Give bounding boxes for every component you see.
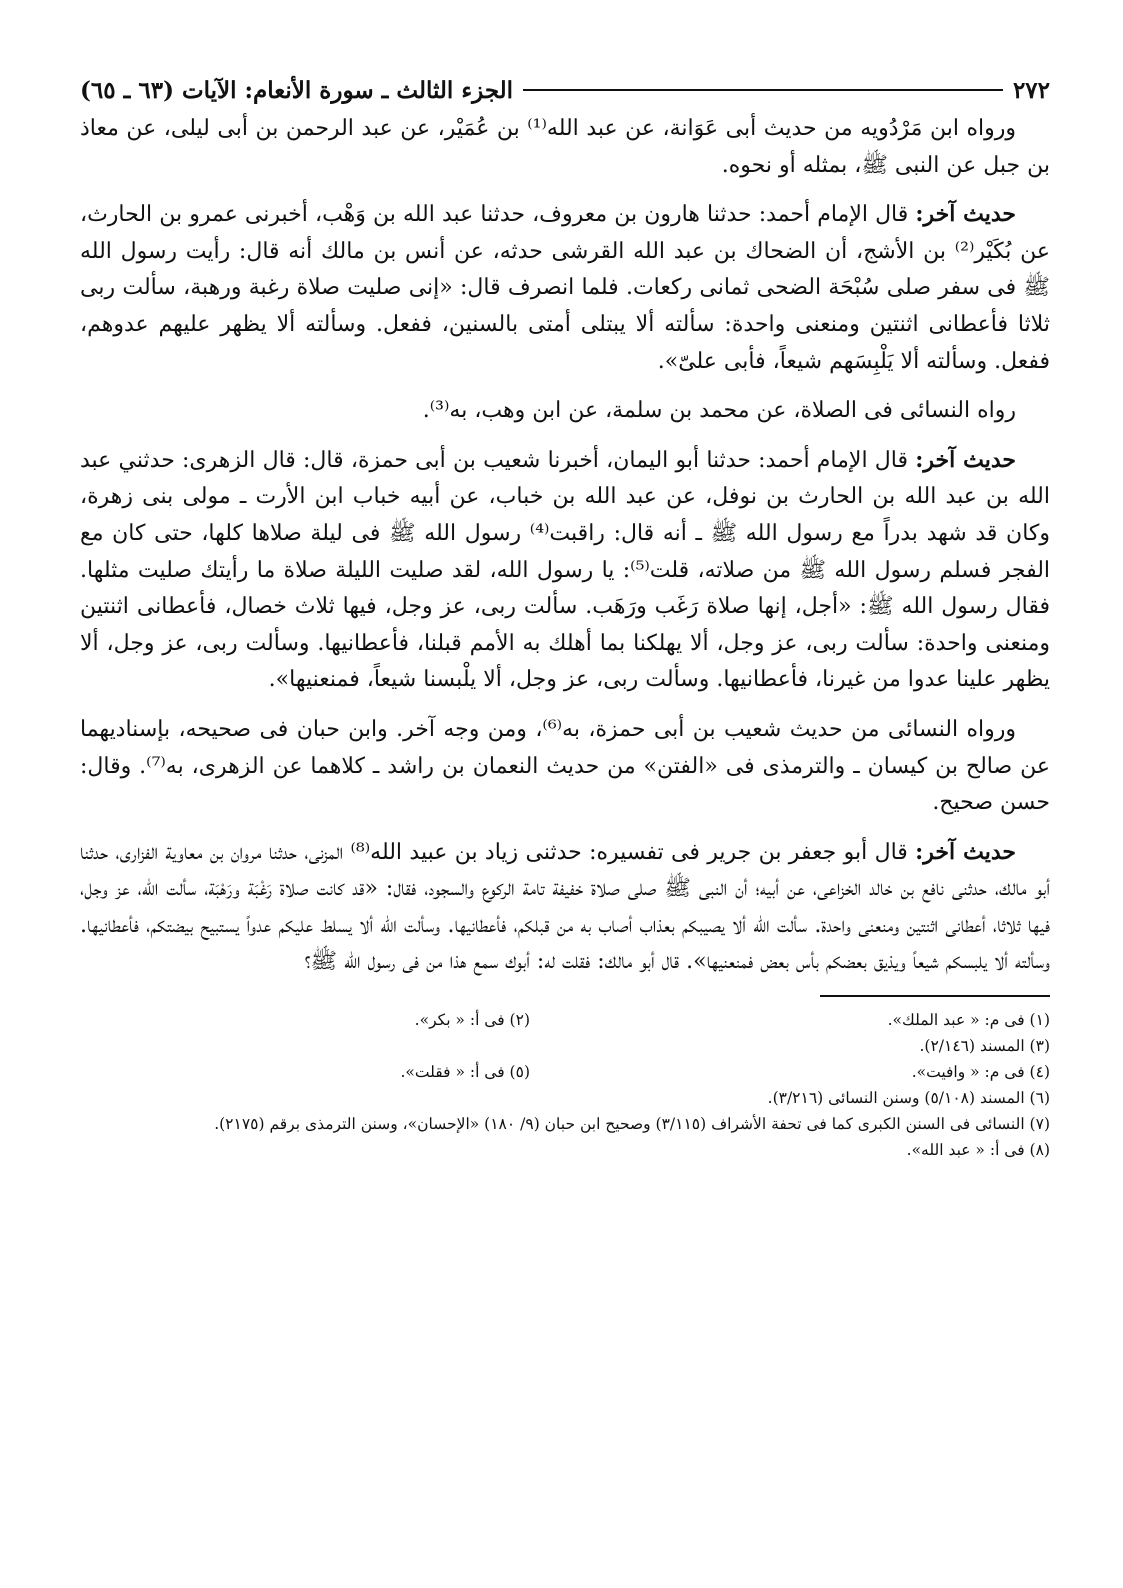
paragraph: ورواه النسائى من حديث شعيب بن أبى حمزة، به⁽⁶⁾، ومن وجه آخر. وابن حبان فى صحيحه، بإسناديهما عن صالح بن كيسان ـ والترمذى فى «الفتن» من حديث النعمان بن راشد ـ كلاهما عن الزهرى، به⁽⁷⁾. وقال: حسن صحيح. xyxy=(80,716,1050,816)
hadith-lead: حديث آخر: xyxy=(915,446,1016,473)
footnote-5: (٥) فى أ: « فقلت». xyxy=(400,1063,530,1082)
footnotes xyxy=(80,1007,1050,1163)
hadith-lead: حديث آخر: xyxy=(915,201,1016,228)
document-page xyxy=(80,70,1050,1163)
footnote-8: (٨) فى أ: « عبد الله». xyxy=(906,1141,1050,1160)
footnote-3: (٣) المسند (٢/١٤٦). xyxy=(919,1037,1050,1056)
footnote-7: (٧) النسائى فى السنن الكبرى كما فى تحفة الأشراف (٣/١١٥) وصحيح ابن حبان (٩/ ١٨٠) «الإحسان»، وسنن الترمذى برقم (٢١٧٥). xyxy=(214,1115,1050,1134)
paragraph: حديث آخر: قال الإمام أحمد: حدثنا أبو اليمان، أخبرنا شعيب بن أبى حمزة، قال: قال الزهرى: حدثني عبد الله بن عبد الله بن الحارث بن نوفل، عن عبد الله بن خباب، عن أبيه خباب ابن الأرت ـ مولى بنى زهرة، وكان قد شهد بدراً مع رسول الله ﷺ ـ أنه قال: راقبت⁽⁴⁾ رسول الله ﷺ فى ليلة صلاها كلها، حتى كان مع الفجر فسلم رسول الله ﷺ من صلاته، قلت⁽⁵⁾: يا رسول الله، لقد صليت الليلة صلاة ما رأيتك صليت مثلها. فقال رسول الله ﷺ: «أجل، إنها صلاة رَغَب ورَهَب. سألت ربى، عز وجل، فيها ثلاث خصال، فأعطانى اثنتين ومنعنى واحدة: سألت ربى، عز وجل، ألا يهلكنا بما أهلك به الأمم قبلنا، فأعطانيها. وسألت ربى، عز وجل، ألا يظهر علينا عدوا من غيرنا، فأعطانيها. وسألت ربى، عز وجل، ألا يلْبسنا شيعاً، فمنعنيها». xyxy=(80,446,1051,693)
running-title: الجزء الثالث ـ سورة الأنعام: الآيات (٦٣ ـ ٦٥) xyxy=(80,76,514,104)
footnote-6: (٦) المسند (٥/١٠٨) وسنن النسائى (٣/٢١٦). xyxy=(767,1089,1050,1108)
paragraph: رواه النسائى فى الصلاة، عن محمد بن سلمة، عن ابن وهب، به⁽³⁾. xyxy=(422,398,1016,424)
paragraph: حديث آخر: قال أبو جعفر بن جرير فى تفسيره: حدثنى زياد بن عبيد الله⁽⁸⁾ المزنى، حدثنا مروان بن معاوية الفزارى، حدثنا أبو مالك، حدثنى نافع بن خالد الخزاعى، عن أبيه؛ أن النبى ﷺ صلى صلاة خفيفة تامة الركوع والسجود، فقال: «قد كانت صلاة رَغْبَة ورَهْبَة، سألت الله، عز وجل، فيها ثلاثا، أعطانى اثنتين ومنعنى واحدة. سألت الله ألا يصيبكم بعذاب أصاب به من قبلكم، فأعطانيها. وسألت الله ألا يسلط عليكم عدواً يستبيح بيضتكم، فأعطانيها. وسألته ألا يلبسكم شيعاً ويذيق بعضكم بأس بعض فمنعنيها». قال أبو مالك: فقلت له: أبوك سمع هذا من فى رسول الله ﷺ؟ xyxy=(80,838,1050,975)
footnote-2: (٢) فى أ: « بكر». xyxy=(414,1011,530,1030)
footnote-1: (١) فى م: « عبد الملك». xyxy=(887,1011,1050,1030)
header-rule xyxy=(523,89,1003,91)
hadith-lead: حديث آخر: xyxy=(915,838,1016,865)
paragraph: ورواه ابن مَرْدُويه من حديث أبى عَوَانة، عن عبد الله⁽¹⁾ بن عُمَيْر، عن عبد الرحمن بن أبى ليلى، عن معاذ بن جبل عن النبى ﷺ، بمثله أو نحوه. xyxy=(80,116,1050,178)
paragraph: حديث آخر: قال الإمام أحمد: حدثنا هارون بن معروف، حدثنا عبد الله بن وَهْب، أخبرنى عمرو بن الحارث، عن بُكَيْر⁽²⁾ بن الأشج، أن الضحاك بن عبد الله القرشى حدثه، عن أنس بن مالك أنه قال: رأيت رسول الله ﷺ فى سفر صلى سُبْحَة الضحى ثمانى ركعات. فلما انصرف قال: «إنى صليت صلاة رغبة ورهبة، سألت ربى ثلاثا فأعطانى اثنتين ومنعنى واحدة: سألته ألا يبتلى أمتى بالسنين، ففعل. وسألته ألا يظهر عليهم عدوهم، ففعل. وسألته ألا يَلْبِسَهم شيعاً، فأبى علىّ». xyxy=(80,201,1051,374)
footnote-rule xyxy=(820,995,1050,997)
main-text xyxy=(80,110,1050,981)
page-number: ٢٧٢ xyxy=(1012,76,1050,104)
running-header xyxy=(80,70,1050,110)
footnote-row xyxy=(80,1059,1050,1085)
footnote-4: (٤) فى م: « وافيت». xyxy=(911,1063,1050,1082)
footnote-row xyxy=(80,1007,1050,1033)
